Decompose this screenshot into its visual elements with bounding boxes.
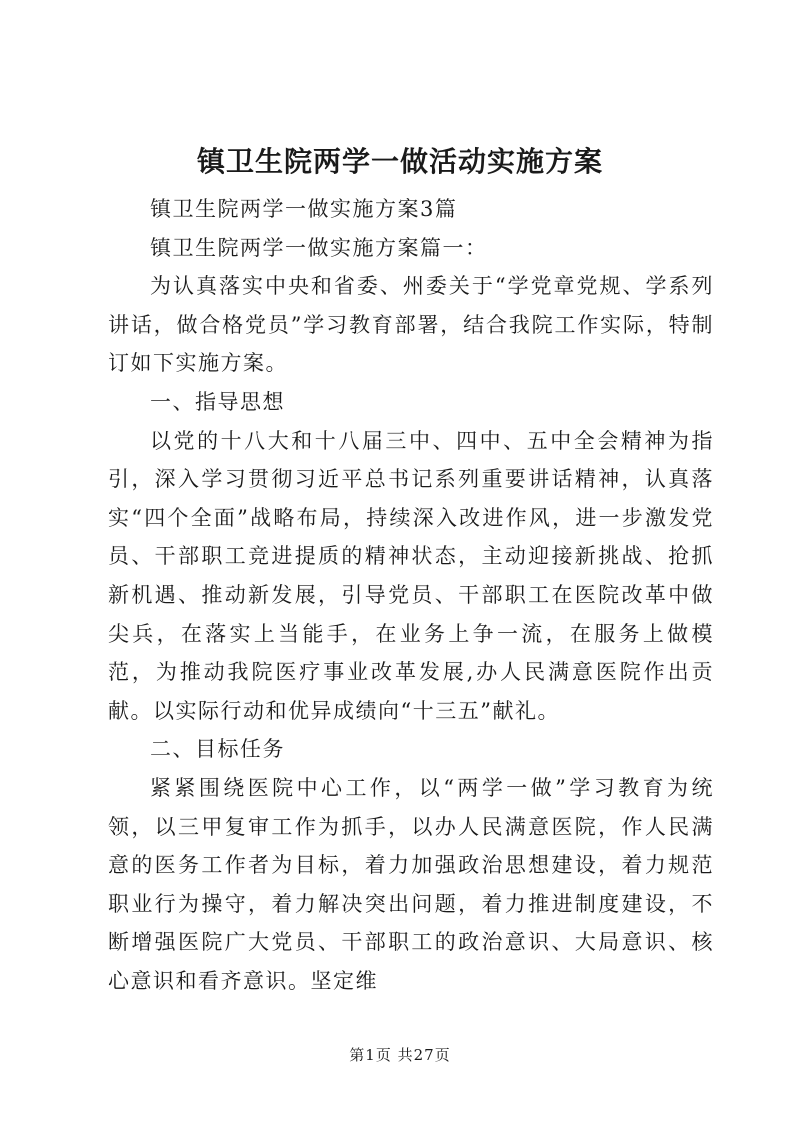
document-title: 镇卫生院两学一做活动实施方案 bbox=[196, 145, 603, 178]
document-body bbox=[108, 190, 714, 1000]
body-paragraph: 紧紧围绕医院中心工作，以“两学一做”学习教育为统领，以三甲复审工作为抓手，以办人民满意医院，作人民满意的医务工作者为目标，着力加强政治思想建设，着力规范职业行为操守，着力解决突出问题，着力推进制度建设，不断增强医院广大党员、干部职工的政治意识、大局意识、核心意识和看齐意识。坚定维 bbox=[108, 775, 714, 993]
section-intro-paragraph: 镇卫生院两学一做实施方案篇一： bbox=[150, 235, 488, 260]
section-heading-objectives: 二、目标任务 bbox=[150, 737, 285, 762]
subtitle-paragraph: 镇卫生院两学一做实施方案3篇 bbox=[150, 197, 458, 221]
page-number-footer: 第1页 共27页 bbox=[349, 1046, 451, 1064]
body-paragraph: 以党的十八大和十八届三中、四中、五中全会精神为指引，深入学习贯彻习近平总书记系列重要讲话精神，认真落实“四个全面”战略布局，持续深入改进作风，进一步激发党员、干部职工竞进提质的精神状态，主动迎接新挑战、抢抓新机遇、推动新发展，引导党员、干部职工在医院改革中做尖兵，在落实上当能手，在业务上争一流，在服务上做模范，为推动我院医疗事业改革发展,办人民满意医院作出贡献。以实际行动和优异成绩向“十三五”献礼。 bbox=[108, 428, 714, 723]
section-heading-guiding-thought: 一、指导思想 bbox=[150, 389, 285, 414]
body-paragraph: 为认真落实中央和省委、州委关于“学党章党规、学系列讲话，做合格党员”学习教育部署，结合我院工作实际，特制订如下实施方案。 bbox=[108, 274, 714, 376]
